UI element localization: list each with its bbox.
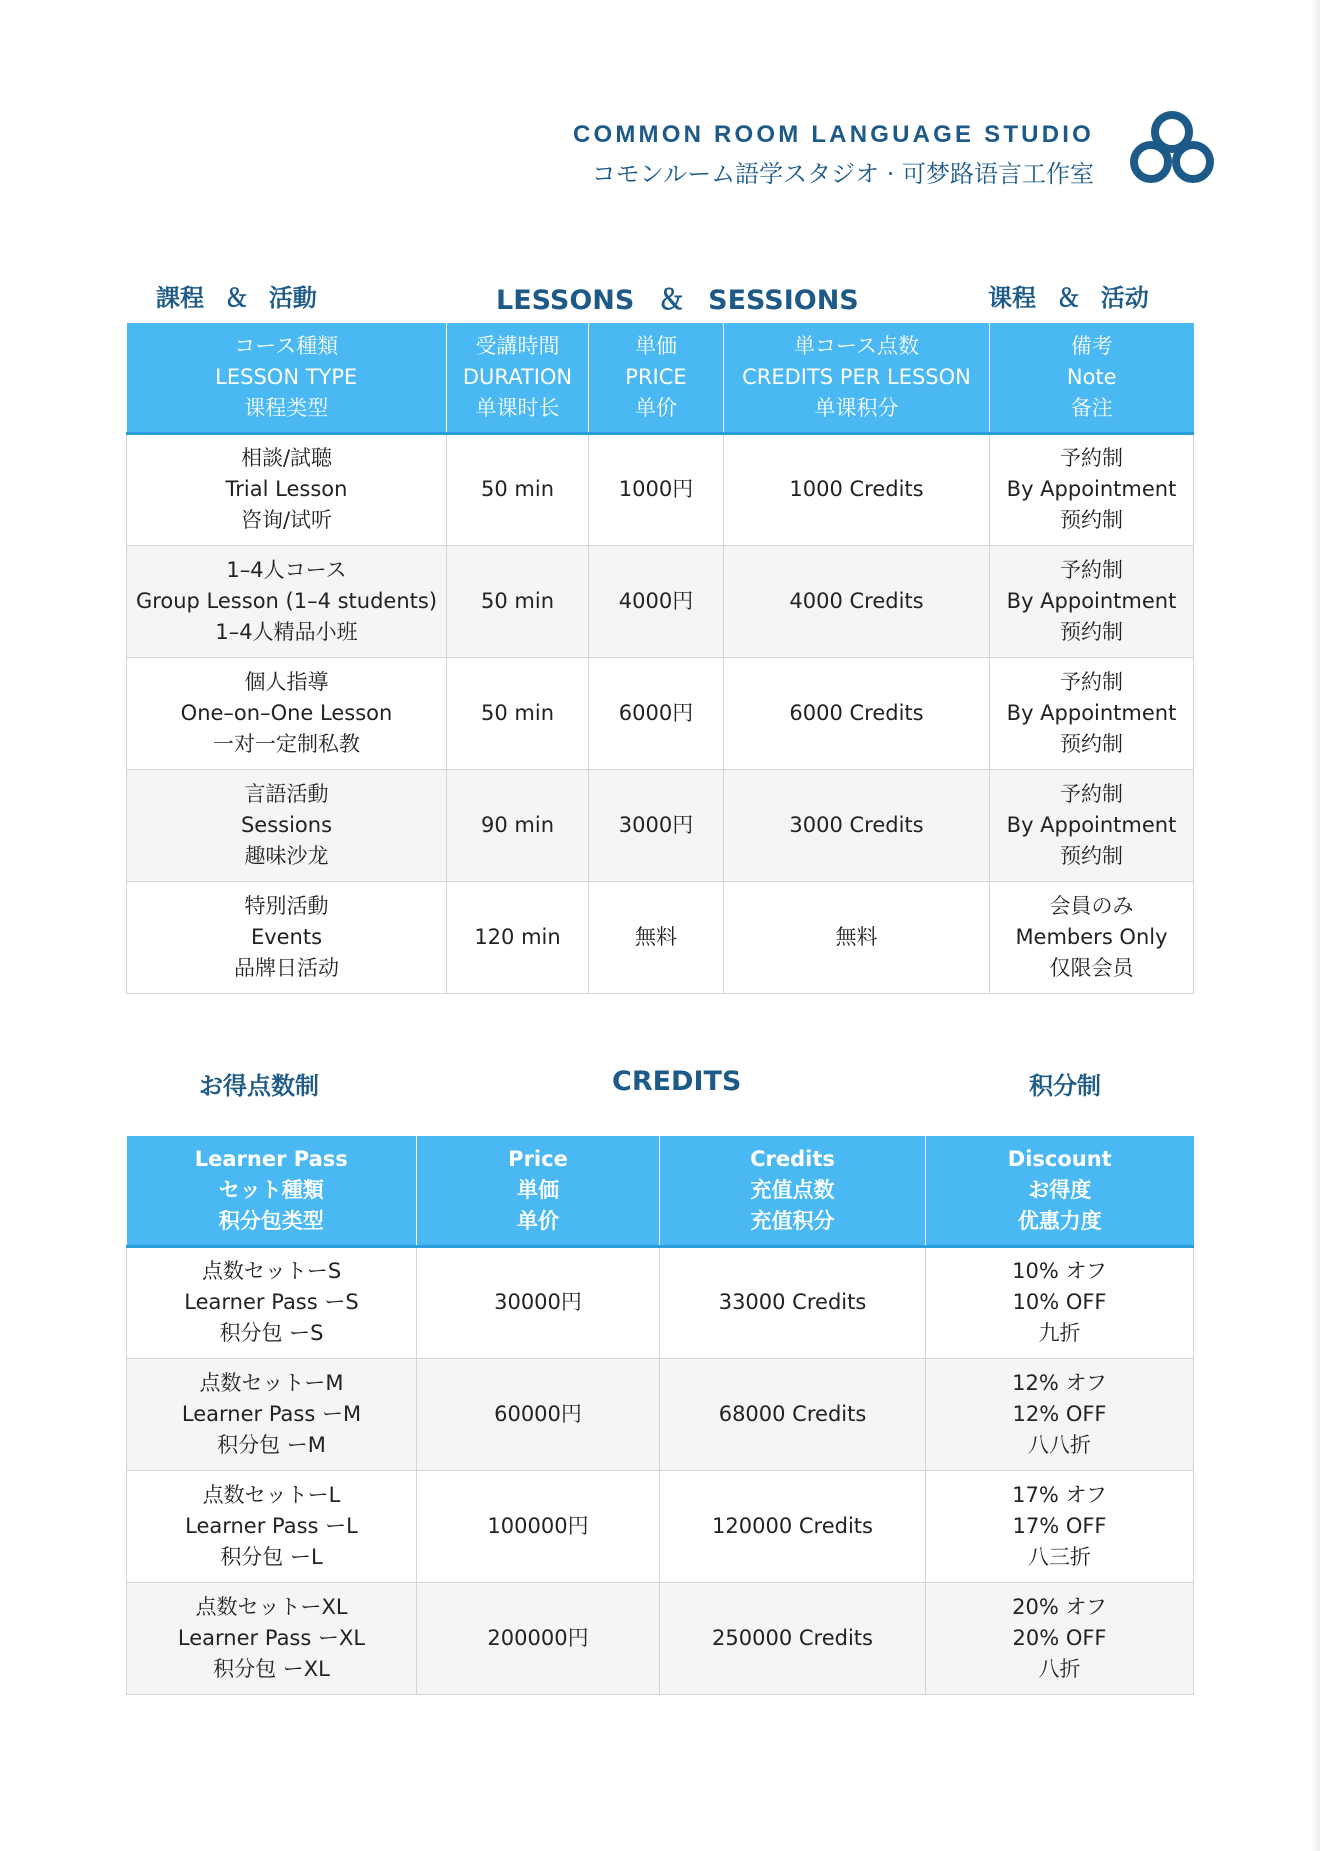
duration-cell: 120 min [447, 881, 589, 993]
credits-cell: 33000 Credits [660, 1246, 926, 1358]
credits-cell: 250000 Credits [660, 1582, 926, 1694]
note-cell: 予約制 By Appointment 预约制 [990, 433, 1194, 545]
note-cell: 予約制 By Appointment 预约制 [990, 657, 1194, 769]
note-cell: 会員のみ Members Only 仅限会员 [990, 881, 1194, 993]
lessons-heading-english: LESSONS ＆ SESSIONS [496, 285, 859, 316]
column-header-duration: 受講時間 DURATION 单课时长 [447, 323, 589, 433]
table-row [127, 433, 1194, 545]
brand-name-english: COMMON ROOM LANGUAGE STUDIO [572, 121, 1094, 148]
lessons-heading-japanese: 課程 ＆ 活動 [156, 284, 317, 312]
table-row [127, 657, 1194, 769]
column-header-credits-per-lesson: 単コース点数 CREDITS PER LESSON 单课积分 [724, 323, 990, 433]
lessons-table-header-row [127, 323, 1194, 433]
lessons-section-heading [126, 278, 1192, 318]
credits-cell: 3000 Credits [724, 769, 990, 881]
duration-cell: 50 min [447, 433, 589, 545]
price-cell: 30000円 [417, 1246, 660, 1358]
price-cell: 3000円 [589, 769, 724, 881]
credits-heading-japanese: お得点数制 [199, 1072, 319, 1100]
note-cell: 予約制 By Appointment 预约制 [990, 545, 1194, 657]
column-header-note: 備考 Note 备注 [990, 323, 1194, 433]
discount-cell: 20% オフ 20% OFF 八折 [926, 1582, 1194, 1694]
credits-heading-chinese: 积分制 [1029, 1072, 1101, 1100]
column-header-lesson-type: コース種類 LESSON TYPE 课程类型 [127, 323, 447, 433]
learner-pass-cell: 点数セットーL Learner Pass ーL 积分包 ーL [127, 1470, 417, 1582]
column-header-credits: Credits 充值点数 充值积分 [660, 1136, 926, 1246]
credits-section-heading [126, 1066, 1192, 1106]
price-cell: 4000円 [589, 545, 724, 657]
credits-cell: 無料 [724, 881, 990, 993]
lesson-type-cell: 特別活動 Events 品牌日活动 [127, 881, 447, 993]
credits-cell: 68000 Credits [660, 1358, 926, 1470]
lesson-type-cell: 1–4人コース Group Lesson (1–4 students) 1–4人精品小班 [127, 545, 447, 657]
learner-pass-cell: 点数セットーM Learner Pass ーM 积分包 ーM [127, 1358, 417, 1470]
duration-cell: 90 min [447, 769, 589, 881]
price-cell: 100000円 [417, 1470, 660, 1582]
credits-heading-english: CREDITS [612, 1066, 742, 1097]
credits-cell: 120000 Credits [660, 1470, 926, 1582]
table-row [127, 545, 1194, 657]
discount-cell: 10% オフ 10% OFF 九折 [926, 1246, 1194, 1358]
discount-cell: 17% オフ 17% OFF 八三折 [926, 1470, 1194, 1582]
price-cell: 1000円 [589, 433, 724, 545]
table-row [127, 1582, 1194, 1694]
credits-cell: 1000 Credits [724, 433, 990, 545]
duration-cell: 50 min [447, 657, 589, 769]
learner-pass-cell: 点数セットーXL Learner Pass ーXL 积分包 ーXL [127, 1582, 417, 1694]
price-cell: 無料 [589, 881, 724, 993]
column-header-price: Price 単価 单价 [417, 1136, 660, 1246]
discount-cell: 12% オフ 12% OFF 八八折 [926, 1358, 1194, 1470]
credits-table-header-row [127, 1136, 1194, 1246]
credits-table [126, 1136, 1194, 1695]
table-row [127, 769, 1194, 881]
price-cell: 6000円 [589, 657, 724, 769]
lesson-type-cell: 言語活動 Sessions 趣味沙龙 [127, 769, 447, 881]
lessons-table [126, 323, 1194, 994]
credits-cell: 4000 Credits [724, 545, 990, 657]
credits-cell: 6000 Credits [724, 657, 990, 769]
price-cell: 200000円 [417, 1582, 660, 1694]
table-row [127, 1246, 1194, 1358]
column-header-discount: Discount お得度 优惠力度 [926, 1136, 1194, 1246]
column-header-price: 単価 PRICE 单价 [589, 323, 724, 433]
page-edge-shadow [1310, 0, 1320, 1851]
brand-name-japanese-chinese: コモンルーム語学スタジオ · 可梦路语言工作室 [591, 160, 1094, 188]
table-row [127, 881, 1194, 993]
lesson-type-cell: 相談/試聴 Trial Lesson 咨询/试听 [127, 433, 447, 545]
duration-cell: 50 min [447, 545, 589, 657]
learner-pass-cell: 点数セットーS Learner Pass ーS 积分包 ーS [127, 1246, 417, 1358]
lesson-type-cell: 個人指導 One–on–One Lesson 一对一定制私教 [127, 657, 447, 769]
price-cell: 60000円 [417, 1358, 660, 1470]
lessons-heading-chinese: 课程 ＆ 活动 [988, 284, 1149, 312]
table-row [127, 1358, 1194, 1470]
table-row [127, 1470, 1194, 1582]
trefoil-logo-icon [1126, 108, 1218, 188]
note-cell: 予約制 By Appointment 预约制 [990, 769, 1194, 881]
column-header-learner-pass: Learner Pass セット種類 积分包类型 [127, 1136, 417, 1246]
